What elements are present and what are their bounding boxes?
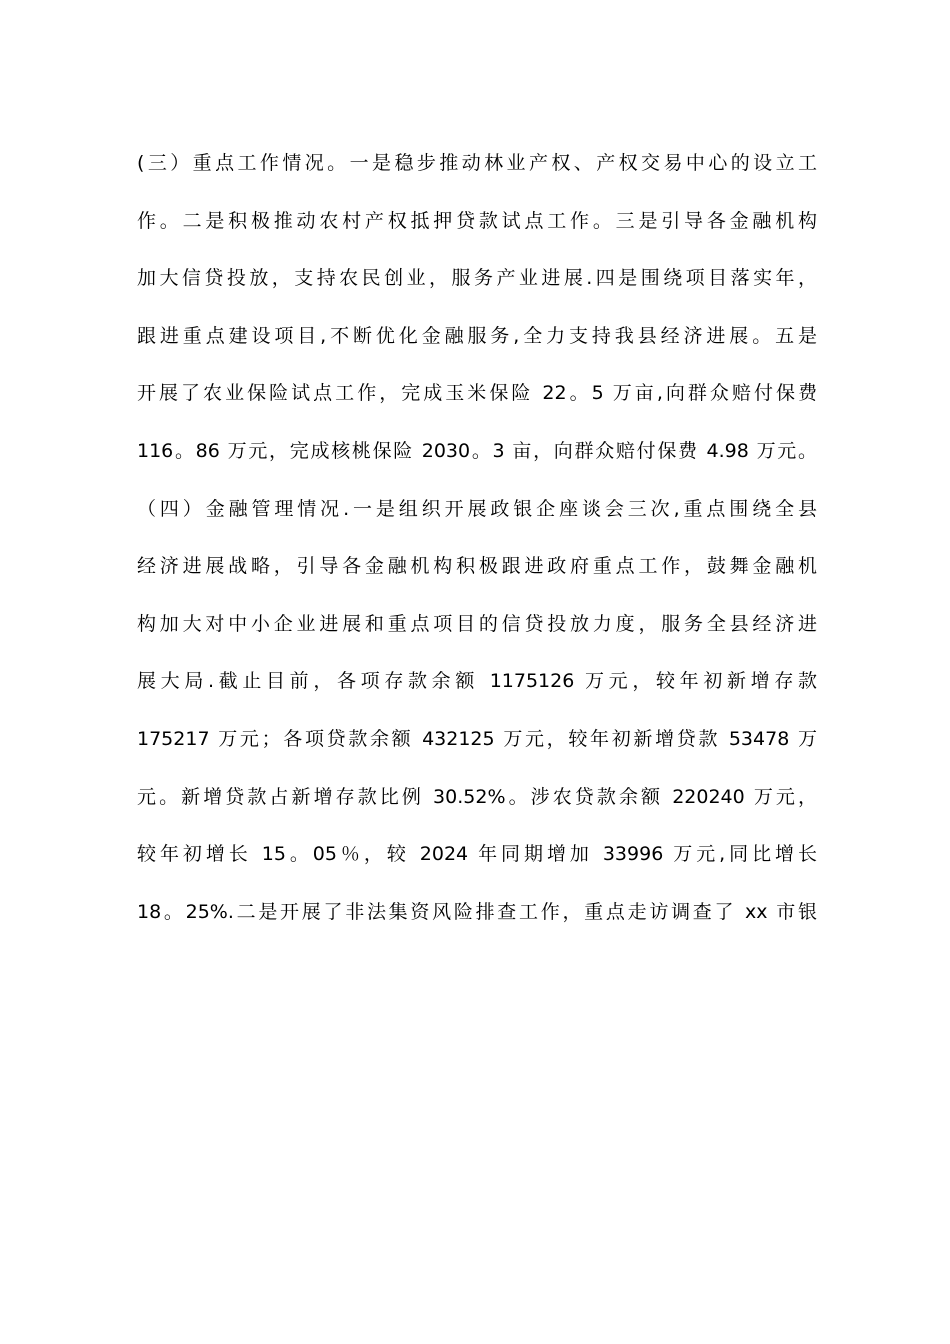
text-line-7: （四）金融管理情况.一是组织开展政银企座谈会三次,重点围绕全县 xyxy=(137,497,817,520)
text-line-4: 跟进重点建设项目,不断优化金融服务,全力支持我县经济进展。五是 xyxy=(137,324,817,347)
text-line-3: 加大信贷投放，支持农民创业，服务产业进展.四是围绕项目落实年， xyxy=(137,267,817,290)
text-line-11: 175217 万元；各项贷款余额 432125 万元，较年初新增贷款 53478 万 xyxy=(137,727,817,750)
text-line-13: 较年初增长 15。05％，较 2024 年同期增加 33996 万元,同比增长 xyxy=(137,843,817,866)
body-paragraphs xyxy=(137,140,817,946)
text-line-10: 展大局.截止目前，各项存款余额 1175126 万元，较年初新增存款 xyxy=(137,670,817,693)
text-line-14: 18。25%.二是开展了非法集资风险排查工作，重点走访调查了 xx 市银 xyxy=(137,900,817,923)
text-line-1: (三）重点工作情况。一是稳步推动林业产权、产权交易中心的设立工 xyxy=(137,152,817,174)
text-line-6: 116。86 万元，完成核桃保险 2030。3 亩，向群众赔付保费 4.98 万元。 xyxy=(137,439,817,462)
text-line-2: 作。二是积极推动农村产权抵押贷款试点工作。三是引导各金融机构 xyxy=(137,209,817,232)
text-line-5: 开展了农业保险试点工作，完成玉米保险 22。5 万亩,向群众赔付保费 xyxy=(137,382,817,405)
text-line-9: 构加大对中小企业进展和重点项目的信贷投放力度，服务全县经济进 xyxy=(137,612,817,635)
text-line-8: 经济进展战略，引导各金融机构积极跟进政府重点工作，鼓舞金融机 xyxy=(137,555,817,578)
text-line-12: 元。新增贷款占新增存款比例 30.52%。涉农贷款余额 220240 万元， xyxy=(137,785,817,808)
